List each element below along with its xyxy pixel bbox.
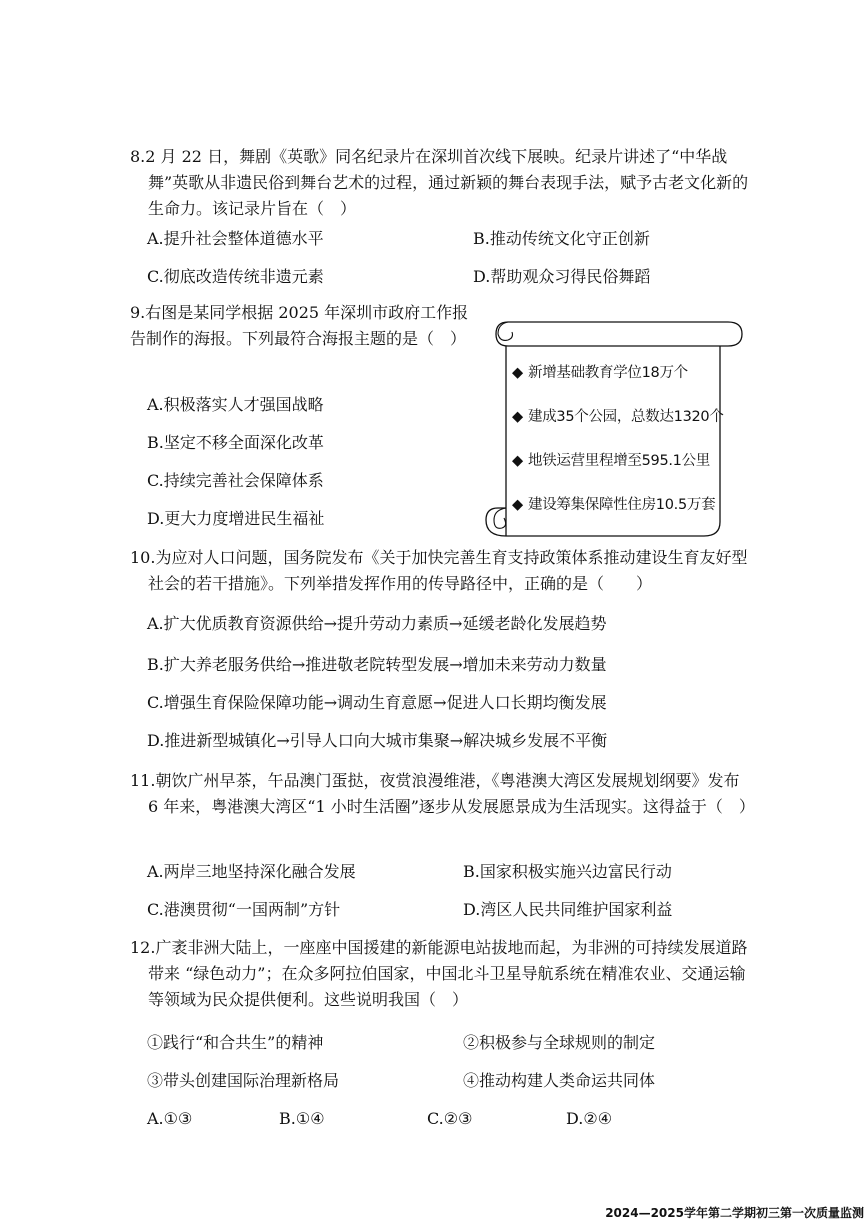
question-12 [130,935,750,1013]
poster-item: ◆ 新增基础教育学位18万个 [512,365,688,381]
question-stem: 9.右图是某同学根据 2025 年深圳市政府工作报告制作的海报。下列最符合海报主题的是（ ） [130,303,469,348]
option-c[interactable]: C.增强生育保险保障功能→调动生育意愿→促进人口长期均衡发展 [147,693,607,712]
question-stem: 12.广袤非洲大陆上，一座座中国援建的新能源电站拔地而起，为非洲的可持续发展道路带来 “绿色动力”；在众多阿拉伯国家，中国北斗卫星导航系统在精准农业、交通运输等领域为民众提供便利。这些说明我国（ ） [130,938,748,1009]
option-b[interactable]: B.推动传统文化守正创新 [473,229,650,248]
question-9 [130,300,470,352]
statement-1: ①践行“和合共生”的精神 [147,1033,324,1052]
option-a[interactable]: A.积极落实人才强国战略 [147,395,324,414]
option-b[interactable]: B.国家积极实施兴边富民行动 [463,862,672,881]
diamond-bullet-icon: ◆ [512,497,523,513]
diamond-bullet-icon: ◆ [512,453,523,469]
option-b[interactable]: B.扩大养老服务供给→推进敬老院转型发展→增加未来劳动力数量 [147,655,607,674]
question-11 [130,768,755,820]
option-c[interactable]: C.②③ [427,1109,473,1128]
poster-item: ◆ 建设筹集保障性住房10.5万套 [512,497,716,513]
option-a[interactable]: A.①③ [147,1109,193,1128]
option-d[interactable]: D.②④ [566,1109,613,1128]
statement-4: ④推动构建人类命运共同体 [463,1071,656,1090]
diamond-bullet-icon: ◆ [512,365,523,381]
option-b[interactable]: B.①④ [279,1109,325,1128]
option-d[interactable]: D.湾区人民共同维护国家利益 [463,900,673,919]
poster-scroll [484,318,744,544]
option-c[interactable]: C.持续完善社会保障体系 [147,471,324,490]
option-c[interactable]: C.港澳贯彻“一国两制”方针 [147,900,341,919]
option-d[interactable]: D.帮助观众习得民俗舞蹈 [473,267,651,286]
poster-item: ◆ 建成35个公园，总数达1320个 [512,409,724,425]
option-a[interactable]: A.两岸三地坚持深化融合发展 [147,862,356,881]
statement-3: ③带头创建国际治理新格局 [147,1071,340,1090]
option-c[interactable]: C.彻底改造传统非遗元素 [147,267,324,286]
question-stem: 10.为应对人口问题，国务院发布《关于加快完善生育支持政策体系推动建设生育友好型社会的若干措施》。下列举措发挥作用的传导路径中，正确的是（ ） [130,548,748,593]
question-10 [130,545,750,597]
option-b[interactable]: B.坚定不移全面深化改革 [147,433,324,452]
diamond-bullet-icon: ◆ [512,409,523,425]
question-8 [130,144,750,222]
option-d[interactable]: D.更大力度增进民生福祉 [147,509,325,528]
statement-2: ②积极参与全球规则的制定 [463,1033,656,1052]
question-stem: 11.朝饮广州早茶，午品澳门蛋挞，夜赏浪漫维港，《粤港澳大湾区发展规划纲要》发布 6 年来，粤港澳大湾区“1 小时生活圈”逐步从发展愿景成为生活现实。这得益于（ ） [130,771,755,816]
page-footer: 2024—2025学年第二学期初三第一次质量监测 [605,1206,864,1220]
poster-item: ◆ 地铁运营里程增至595.1公里 [512,453,711,469]
question-stem: 8.2 月 22 日，舞剧《英歌》同名纪录片在深圳首次线下展映。纪录片讲述了“中华战舞”英歌从非遗民俗到舞台艺术的过程，通过新颖的舞台表现手法，赋予古老文化新的生命力。该记录片旨在（ ） [130,147,749,218]
option-a[interactable]: A.扩大优质教育资源供给→提升劳动力素质→延缓老龄化发展趋势 [147,614,607,633]
option-a[interactable]: A.提升社会整体道德水平 [147,229,324,248]
option-d[interactable]: D.推进新型城镇化→引导人口向大城市集聚→解决城乡发展不平衡 [147,731,608,750]
